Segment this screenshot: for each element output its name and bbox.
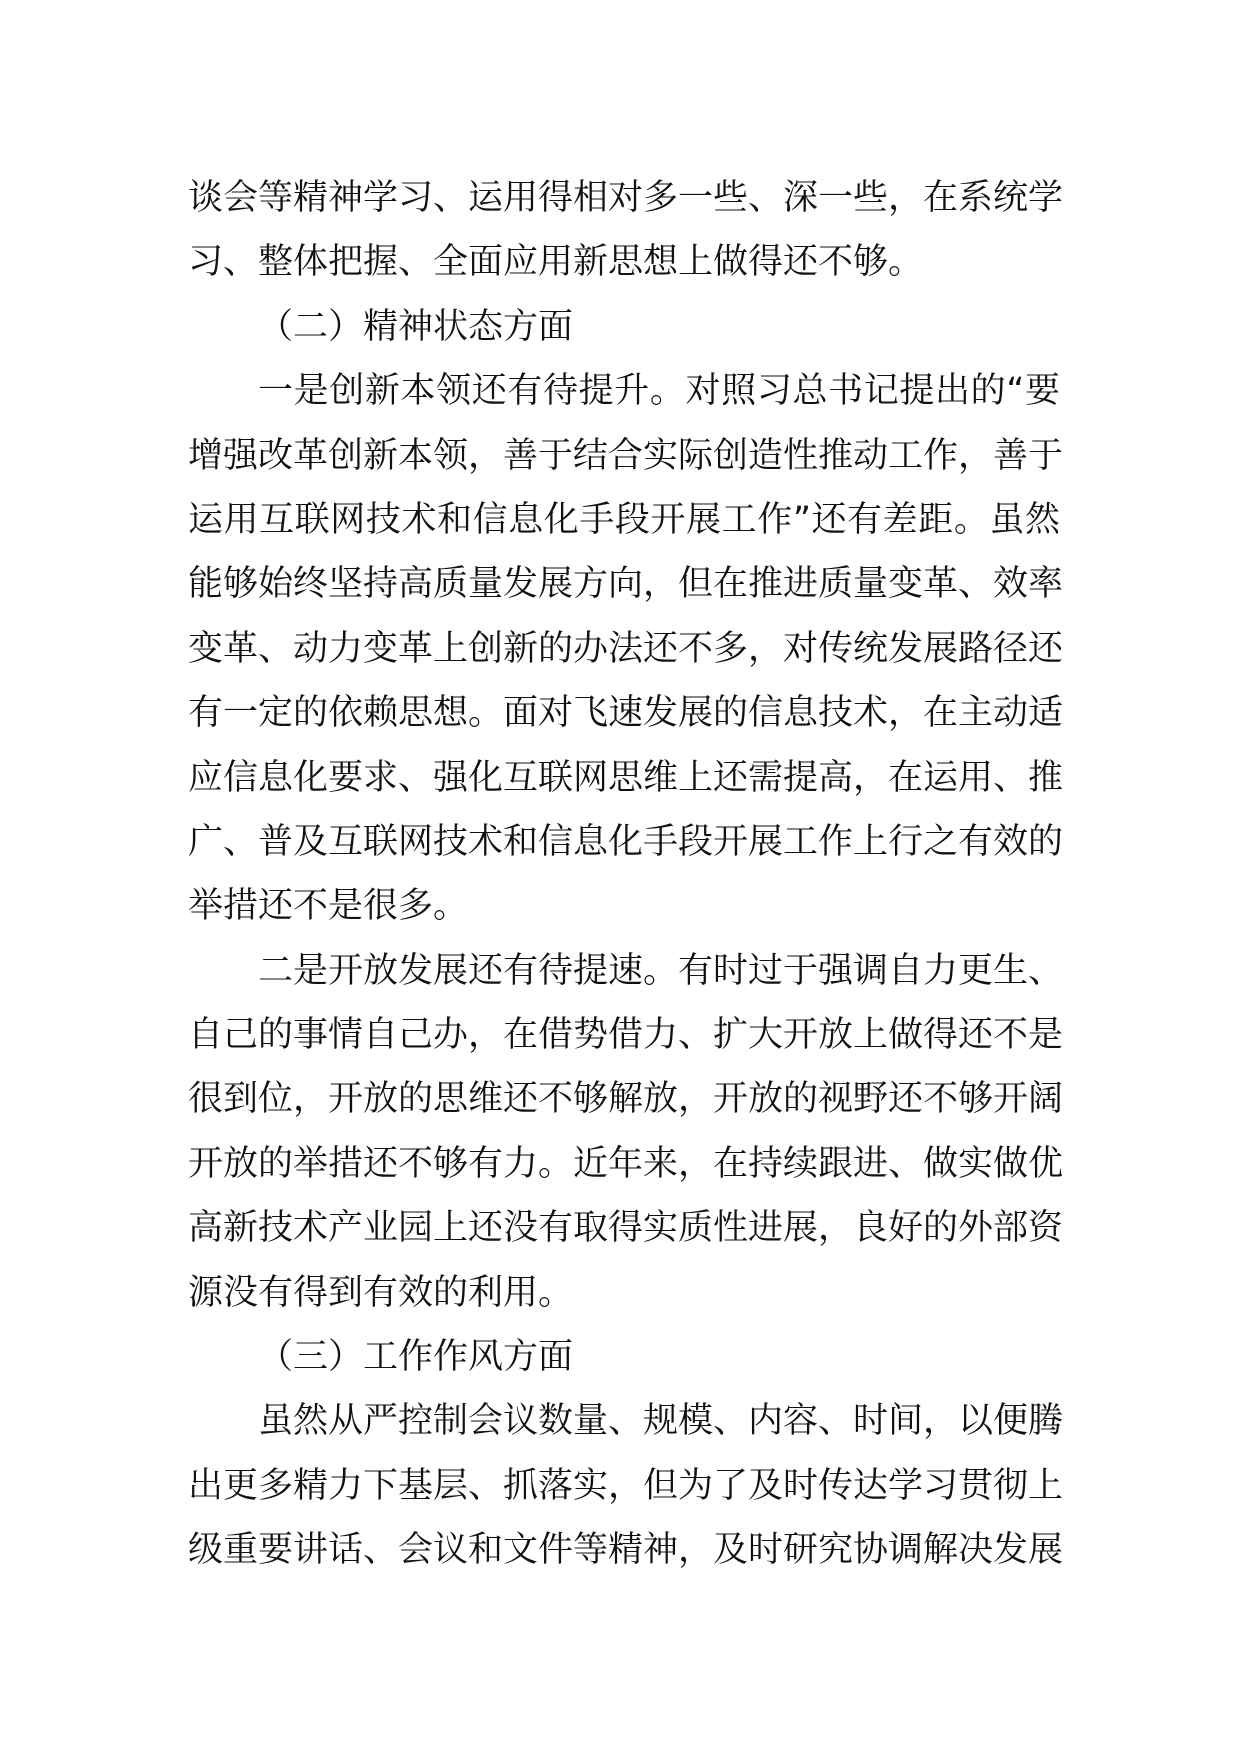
- paragraph-last-line: 举措还不是很多。: [188, 886, 469, 927]
- paragraph-first-line: 虽然从严控制会议数量、规模、内容、时间，以便腾: [258, 1401, 1064, 1442]
- text-line: 高新技术产业园上还没有取得实质性进展，良好的外部资: [188, 1208, 1064, 1249]
- text-line: 广、普及互联网技术和信息化手段开展工作上行之有效的: [188, 821, 1064, 862]
- text-line: 谈会等精神学习、运用得相对多一些、深一些，在系统学: [188, 178, 1064, 218]
- text-line: 有一定的依赖思想。面对飞速发展的信息技术，在主动适: [188, 693, 1064, 734]
- text-line: 应信息化要求、强化互联网思维上还需提高，在运用、推: [188, 757, 1064, 798]
- text-line: 开放的举措还不够有力。近年来，在持续跟进、做实做优: [188, 1143, 1064, 1184]
- text-line: 级重要讲话、会议和文件等精神，及时研究协调解决发展: [188, 1530, 1064, 1571]
- text-line: 出更多精力下基层、抓落实，但为了及时传达学习贯彻上: [188, 1465, 1064, 1506]
- paragraph-first-line: 一是创新本领还有待提升。对照习总书记提出的“要: [258, 371, 1060, 412]
- text-line: 自己的事情自己办，在借势借力、扩大开放上做得还不是: [188, 1015, 1064, 1056]
- paragraph-first-line: 二是开放发展还有待提速。有时过于强调自力更生、: [258, 950, 1064, 991]
- paragraph-last-line: 源没有得到有效的利用。: [188, 1272, 574, 1313]
- text-line: 很到位，开放的思维还不够解放，开放的视野还不够开阔: [188, 1079, 1064, 1120]
- text-line: 增强改革创新本领，善于结合实际创造性推动工作，善于: [188, 435, 1064, 476]
- text-line: 变革、动力变革上创新的办法还不多，对传统发展路径还: [188, 628, 1064, 669]
- text-line: 能够始终坚持高质量发展方向，但在推进质量变革、效率: [188, 564, 1064, 605]
- text-line: 运用互联网技术和信息化手段开展工作”还有差距。虽然: [188, 499, 1060, 540]
- section-heading: （三）工作作风方面: [258, 1337, 574, 1378]
- section-heading: （二）精神状态方面: [258, 306, 574, 347]
- paragraph-last-line: 习、整体把握、全面应用新思想上做得还不够。: [188, 242, 924, 283]
- document-body: [188, 166, 1064, 1583]
